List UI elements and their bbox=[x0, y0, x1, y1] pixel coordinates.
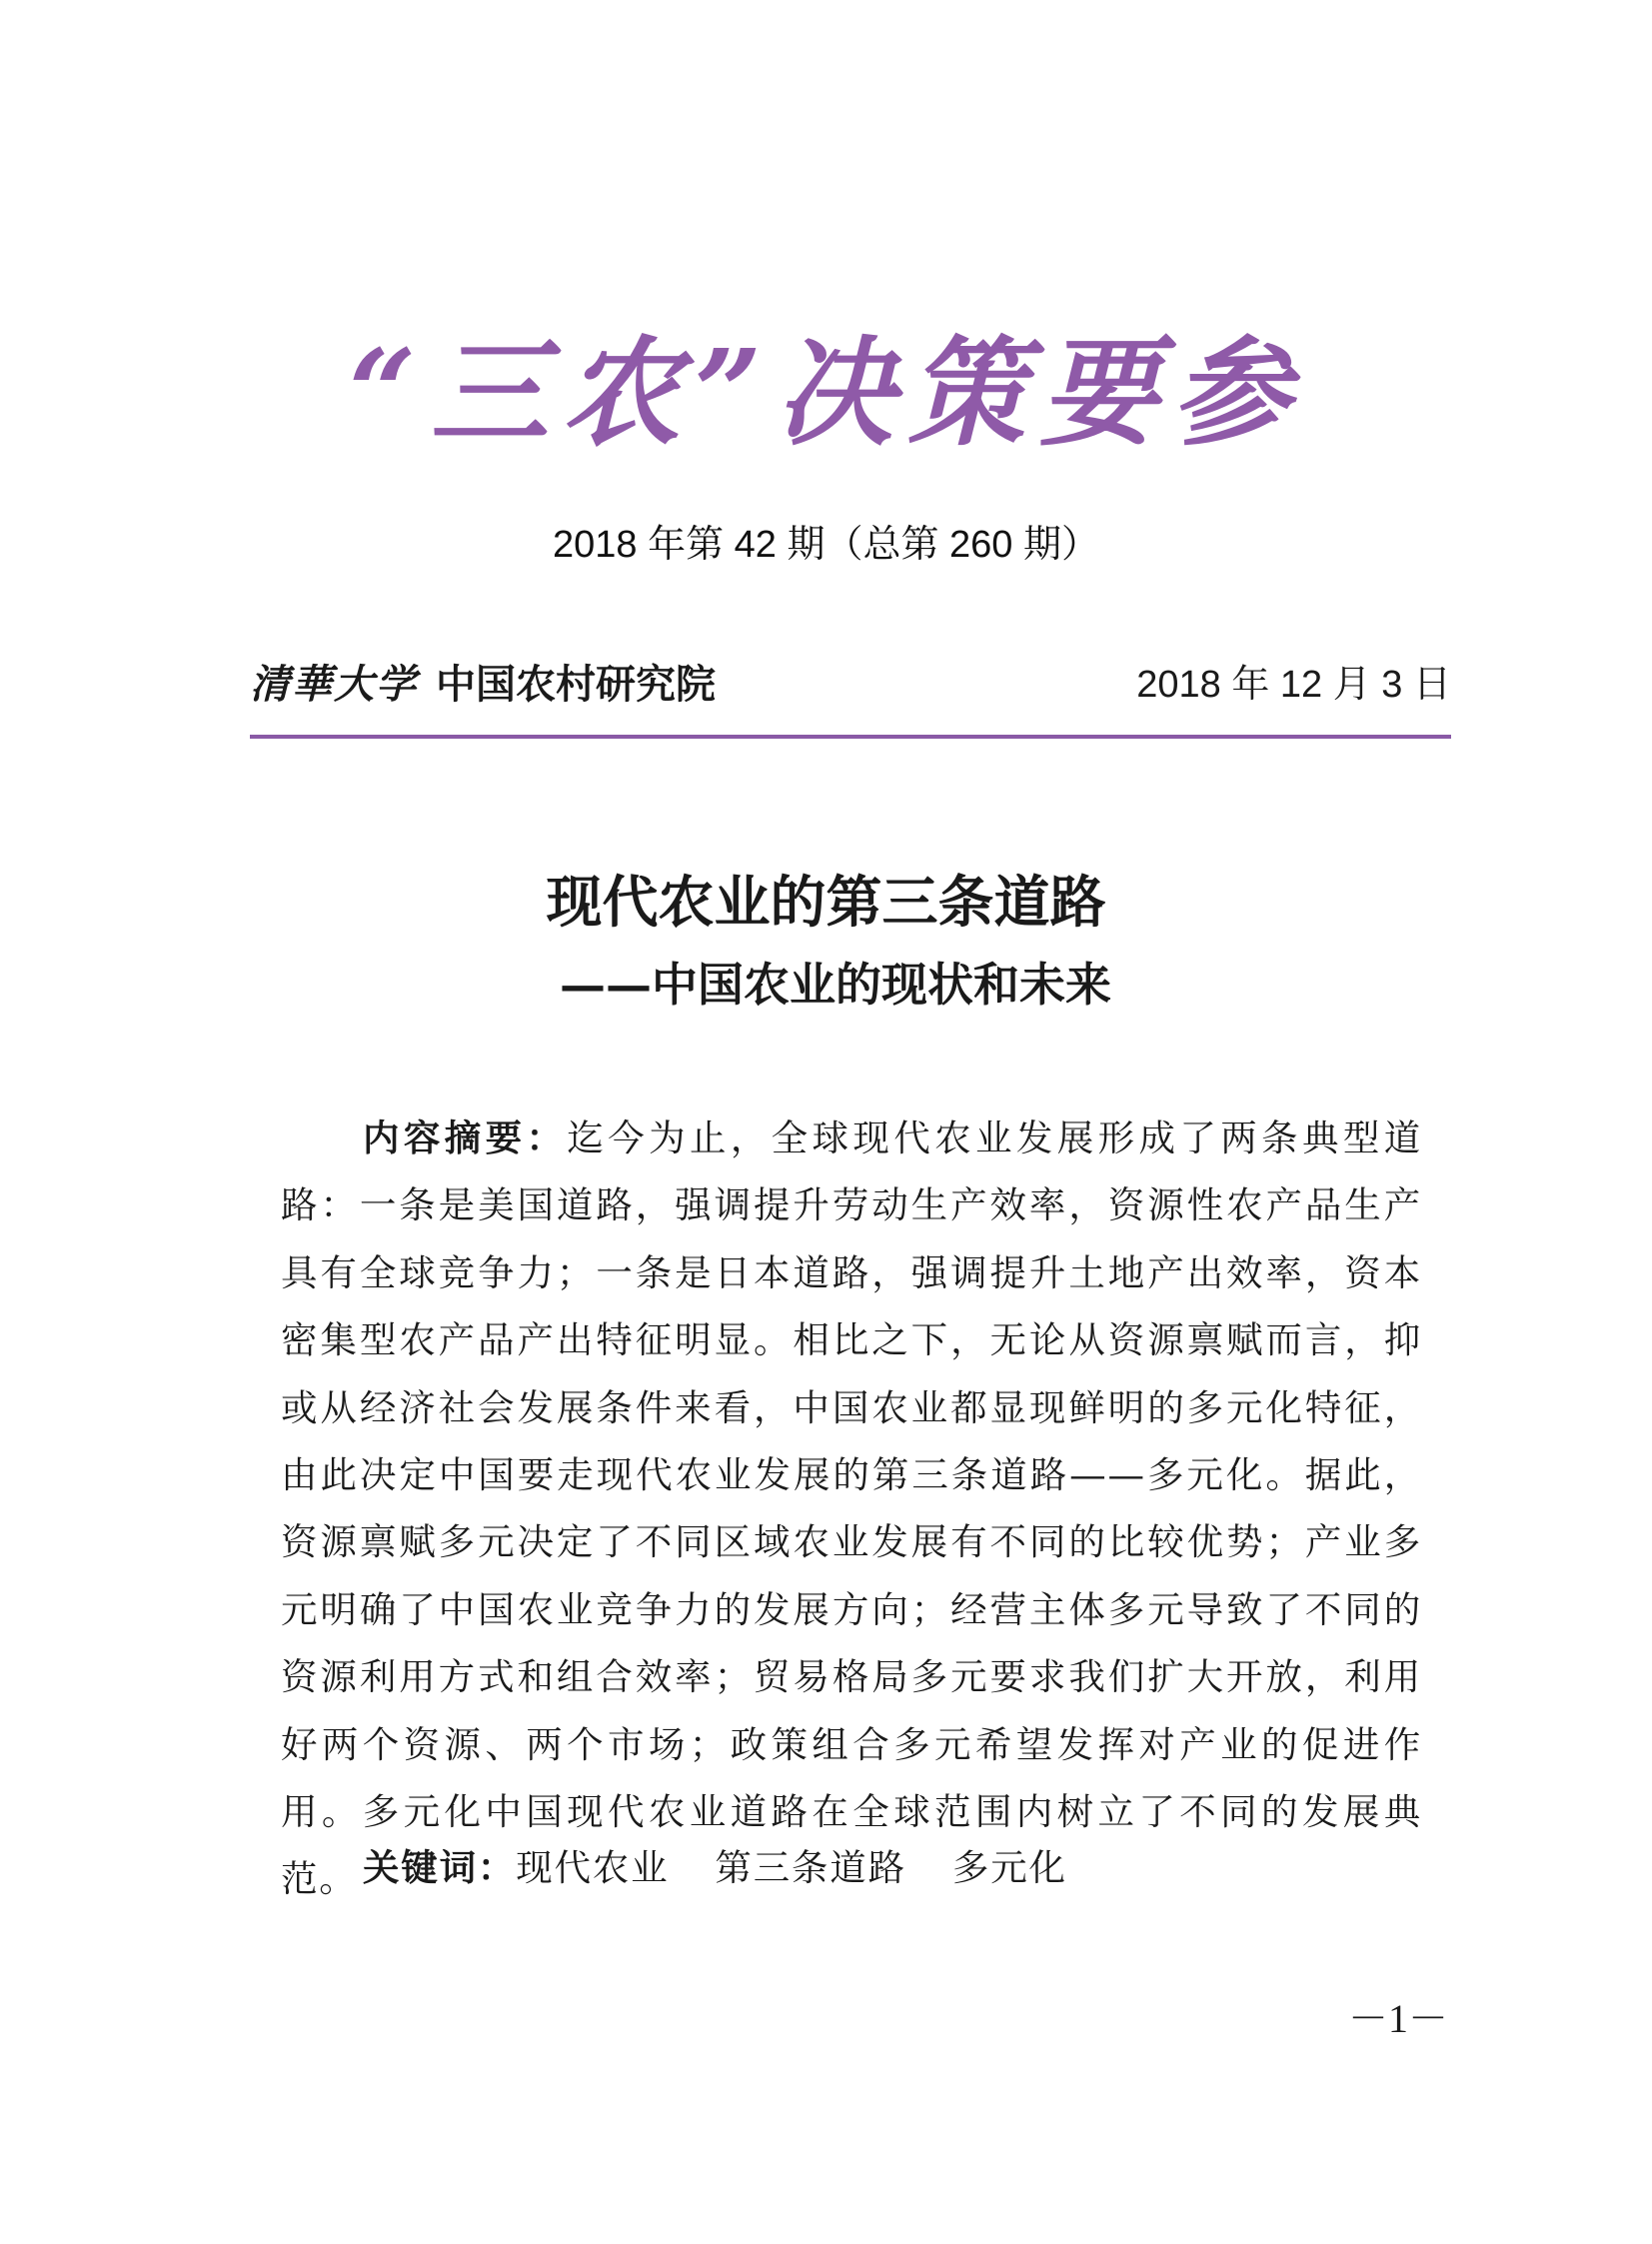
abstract-label: 内容摘要： bbox=[363, 1117, 568, 1159]
keywords-line bbox=[363, 1834, 1067, 1901]
issue-number: 2018 年第 42 期（总第 260 期） bbox=[553, 524, 1099, 566]
keyword: 多元化 bbox=[951, 1846, 1067, 1889]
header-divider bbox=[250, 735, 1451, 739]
keyword: 第三条道路 bbox=[715, 1846, 906, 1889]
publication-date: 2018 年 12 月 3 日 bbox=[1136, 664, 1451, 706]
university-logo: 清華大学 bbox=[250, 661, 418, 708]
abstract-text: 迄今为止，全球现代农业发展形成了两条典型道路：一条是美国道路，强调提升劳动生产效率，资源性农产品生产具有全球竞争力；一条是日本道路，强调提升土地产出效率，资本密集型农产品产出特征明显。相比之下，无论从资源禀赋而言，抑或从经济社会发展条件来看，中国农业都显现鲜明的多元化特征，由此决定中国要走现代农业发展的第三条道路——多元化。据此，资源禀赋多元决定了不同区域农业发展有不同的比较优势；产业多元明确了中国农业竞争力的发展方向；经营主体多元导致了不同的资源利用方式和组合效率；贸易格局多元要求我们扩大开放，利用好两个资源、两个市场；政策组合多元希望发挥对产业的促进作用。多元化中国现代农业道路在全球范围内树立了不同的发展典范。 bbox=[281, 1117, 1422, 1901]
keywords-label: 关键词： bbox=[363, 1846, 517, 1889]
publisher-row bbox=[250, 655, 1451, 715]
article-subtitle: ——中国农业的现状和未来 bbox=[560, 958, 1111, 1012]
institute-name: 中国农村研究院 bbox=[436, 661, 716, 708]
keyword: 现代农业 bbox=[516, 1846, 670, 1889]
masthead-title: “三农”决策要参 bbox=[348, 323, 1304, 462]
article-title: 现代农业的第三条道路 bbox=[546, 870, 1106, 936]
publisher bbox=[250, 655, 716, 715]
abstract-paragraph bbox=[281, 1105, 1422, 1913]
page-number: －1－ bbox=[1348, 1996, 1448, 2041]
